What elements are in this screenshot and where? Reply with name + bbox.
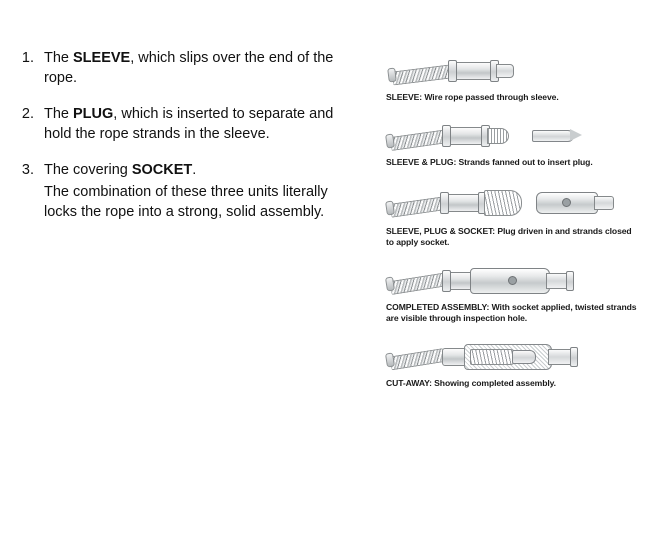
list-item-keyword: PLUG	[73, 106, 114, 122]
sleeve-collar-icon	[442, 270, 451, 292]
rope-end-icon	[385, 276, 395, 291]
sleeve-plug-socket-illustration	[386, 180, 636, 224]
fanned-strands-icon	[487, 128, 509, 144]
list-item-text-pre: The covering	[44, 162, 132, 178]
figure-caption-label: COMPLETED ASSEMBLY:	[386, 302, 490, 312]
figure-caption-label: SLEEVE:	[386, 92, 423, 102]
internal-strands-icon	[470, 349, 518, 365]
list-item	[0, 160, 355, 222]
list-item-number: 2.	[21, 106, 34, 122]
completed-assembly-illustration	[386, 260, 636, 300]
list-item-keyword: SLEEVE	[73, 50, 131, 66]
figure-cut-away	[386, 336, 638, 389]
figure-caption	[386, 226, 638, 248]
wire-rope-icon	[390, 196, 447, 218]
list-item-text	[44, 104, 344, 144]
inspection-hole-icon	[508, 276, 517, 285]
figure-caption-body: Showing completed assembly.	[431, 378, 556, 388]
figure-caption-body: Plug driven in and strands closed to apply socket.	[386, 226, 632, 247]
list-item-number: 3.	[21, 162, 34, 178]
list-item-text-pre: The	[44, 106, 74, 122]
rope-end-icon	[387, 68, 397, 83]
figure-caption-label: CUT-AWAY:	[386, 378, 432, 388]
figure-caption	[386, 378, 638, 389]
plug-icon	[512, 350, 536, 364]
socket-shank-icon	[594, 196, 614, 210]
sleeve-and-plug-illustration	[386, 115, 636, 155]
figure-caption-label: SLEEVE & PLUG:	[386, 157, 457, 167]
wire-rope-icon	[390, 272, 449, 295]
sleeve-collar-icon	[442, 125, 451, 147]
list-item-text	[44, 48, 344, 88]
sleeve-collar-icon	[440, 192, 449, 214]
list-item-number: 1.	[21, 50, 34, 66]
list-item-text-pre: The	[44, 50, 74, 66]
list-item-text-post: .	[192, 162, 197, 178]
sleeve-collar-icon	[448, 60, 457, 82]
wire-rope-icon	[392, 64, 455, 85]
list-item	[0, 104, 355, 144]
sleeve-illustration	[386, 52, 636, 90]
wire-rope-icon	[390, 348, 446, 370]
socket-collar-icon	[570, 347, 578, 367]
plug-tip-icon	[570, 129, 582, 141]
numbered-list	[0, 48, 355, 238]
figure-caption	[386, 157, 638, 168]
list-item-text	[44, 160, 344, 222]
socket-collar-icon	[566, 271, 574, 291]
figure-caption-body: With socket applied, twisted strands are visible through inspection hole.	[386, 302, 637, 323]
list-item-keyword: SOCKET	[131, 162, 193, 178]
wire-rope-icon	[390, 129, 449, 151]
figure-column	[386, 52, 638, 401]
inspection-hole-icon	[562, 198, 571, 207]
figure-caption-body: Strands fanned out to insert plug.	[456, 157, 593, 167]
list-item-text-post: , which slips over the end of the rope.	[44, 50, 334, 86]
figure-caption-label: SLEEVE, PLUG & SOCKET:	[386, 226, 496, 236]
figure-caption	[386, 92, 638, 103]
list-item	[0, 48, 355, 88]
rope-end-icon	[385, 352, 395, 367]
cut-away-illustration	[386, 336, 636, 376]
closed-strands-icon	[484, 190, 522, 216]
figure-completed-assembly	[386, 260, 638, 324]
figure-sleeve-plug-socket	[386, 180, 638, 248]
figure-caption	[386, 302, 638, 324]
figure-sleeve	[386, 52, 638, 103]
figure-caption-body: Wire rope passed through sleeve.	[422, 92, 559, 102]
sleeve-taper-icon	[496, 64, 514, 78]
figure-sleeve-and-plug	[386, 115, 638, 168]
plug-icon	[532, 130, 574, 142]
list-item-subtext: The combination of these three units literally locks the rope into a strong, solid assembly.	[44, 184, 328, 220]
list-item-text-post: , which is inserted to separate and hold the rope strands in the sleeve.	[44, 106, 334, 142]
